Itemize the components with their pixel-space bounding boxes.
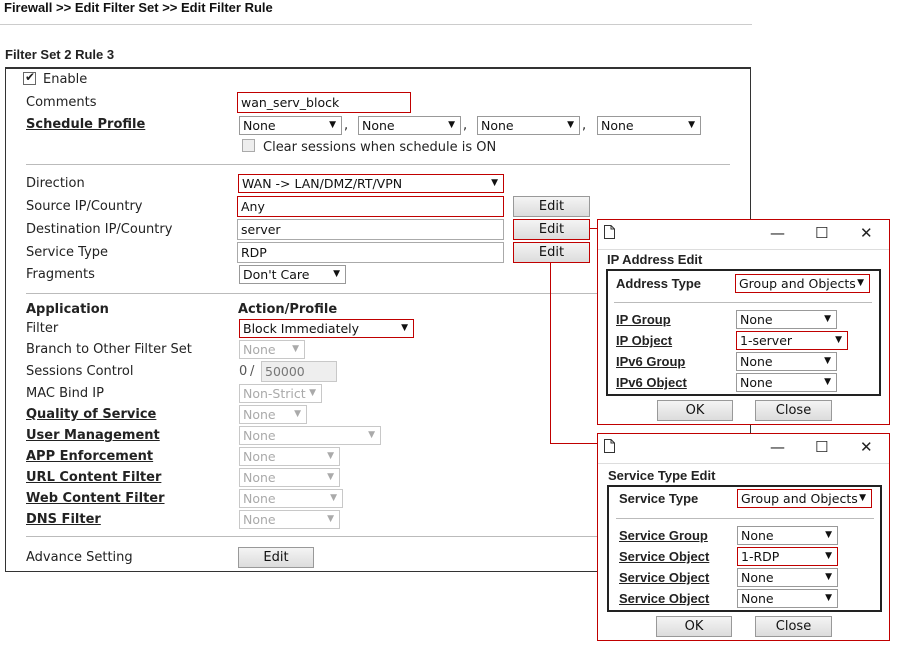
- ip-group-select[interactable]: [736, 310, 837, 329]
- app-enforcement-select[interactable]: [239, 447, 340, 466]
- chevron-down-icon: ▼: [824, 377, 831, 387]
- address-type-label: Address Type: [616, 276, 702, 291]
- service-type-popup-select[interactable]: [737, 489, 872, 508]
- address-type-select[interactable]: [735, 274, 870, 293]
- chevron-down-icon: ▼: [333, 269, 340, 279]
- action-profile-header: Action/Profile: [238, 302, 338, 317]
- chevron-down-icon: ▼: [327, 472, 334, 482]
- advance-setting-edit-button[interactable]: Edit: [238, 547, 314, 568]
- enable-label: Enable: [43, 72, 88, 87]
- user-management-link[interactable]: User Management: [26, 428, 160, 443]
- service-edit-button[interactable]: Edit: [513, 242, 590, 263]
- branch-value: None: [243, 342, 276, 357]
- application-header: Application: [26, 302, 109, 317]
- ip-address-edit-window: [597, 219, 890, 425]
- schedule-select-3[interactable]: [477, 116, 580, 135]
- chevron-down-icon: ▼: [857, 278, 864, 288]
- service-type-popup-value: Group and Objects: [741, 491, 858, 506]
- chevron-down-icon: ▼: [825, 530, 832, 540]
- branch-select[interactable]: [239, 340, 305, 359]
- service-type-popup-label: Service Type: [619, 491, 699, 506]
- service-object-value: None: [741, 591, 774, 606]
- app-enforcement-value: None: [243, 449, 276, 464]
- sessions-max-input[interactable]: 50000: [261, 361, 337, 382]
- ip-object-value: 1-server: [740, 333, 793, 348]
- user-management-value: None: [243, 428, 276, 443]
- branch-label: Branch to Other Filter Set: [26, 342, 192, 357]
- section-divider: [616, 518, 874, 519]
- document-icon: [604, 225, 615, 243]
- service-popup-ok-button[interactable]: OK: [656, 616, 732, 637]
- destination-input[interactable]: server: [237, 219, 504, 240]
- source-label: Source IP/Country: [26, 199, 143, 214]
- maximize-icon[interactable]: ☐: [815, 438, 829, 456]
- schedule-comma: ,: [582, 118, 587, 133]
- chevron-down-icon: ▼: [309, 388, 316, 398]
- chevron-down-icon: ▼: [327, 514, 334, 524]
- breadcrumb-divider: [0, 24, 752, 25]
- schedule-select-4-value: None: [601, 118, 634, 133]
- dns-filter-value: None: [243, 512, 276, 527]
- chevron-down-icon: ▼: [401, 323, 408, 333]
- destination-label: Destination IP/Country: [26, 222, 173, 237]
- service-type-edit-window: [597, 433, 890, 641]
- service-object-select[interactable]: [737, 568, 838, 587]
- web-content-filter-select[interactable]: [239, 489, 343, 508]
- mac-bind-value: Non-Strict: [243, 386, 306, 401]
- chevron-down-icon: ▼: [330, 493, 337, 503]
- ipv6-object-value: None: [740, 375, 773, 390]
- filter-set-title: Filter Set 2 Rule 3: [5, 47, 115, 62]
- ip-popup-title: IP Address Edit: [607, 252, 703, 267]
- direction-label: Direction: [26, 176, 85, 191]
- app-enforcement-link[interactable]: APP Enforcement: [26, 449, 154, 464]
- minimize-icon[interactable]: —: [770, 224, 785, 242]
- document-icon: [604, 439, 615, 457]
- sessions-control-label: Sessions Control: [26, 364, 134, 379]
- close-icon[interactable]: ✕: [860, 438, 873, 456]
- service-object-select[interactable]: [737, 547, 838, 566]
- schedule-select-1[interactable]: [239, 116, 342, 135]
- service-group-link[interactable]: Service Group: [619, 528, 708, 543]
- ipv6-group-value: None: [740, 354, 773, 369]
- direction-value: WAN -> LAN/DMZ/RT/VPN: [242, 176, 403, 191]
- clear-sessions-checkbox[interactable]: [242, 139, 255, 152]
- chevron-down-icon: ▼: [294, 409, 301, 419]
- fragments-select[interactable]: [239, 265, 346, 284]
- schedule-select-2[interactable]: [358, 116, 461, 135]
- ip-object-link[interactable]: IP Object: [616, 333, 673, 348]
- service-object-link[interactable]: Service Object: [619, 591, 710, 606]
- comments-label: Comments: [26, 95, 97, 110]
- chevron-down-icon: ▼: [448, 120, 455, 130]
- window-titlebar: [598, 220, 889, 250]
- connector-line: [550, 443, 597, 444]
- service-popup-close-button[interactable]: Close: [755, 616, 832, 637]
- ip-group-link[interactable]: IP Group: [616, 312, 671, 327]
- filter-label: Filter: [26, 321, 59, 336]
- direction-select[interactable]: [238, 174, 504, 193]
- ip-object-select[interactable]: [736, 331, 848, 350]
- service-object-select[interactable]: [737, 589, 838, 608]
- qos-value: None: [243, 407, 276, 422]
- web-content-filter-link[interactable]: Web Content Filter: [26, 491, 165, 506]
- user-management-select[interactable]: [239, 426, 381, 445]
- schedule-select-3-value: None: [481, 118, 514, 133]
- connector-line: [550, 262, 551, 444]
- qos-select[interactable]: [239, 405, 307, 424]
- dns-filter-link[interactable]: DNS Filter: [26, 512, 101, 527]
- schedule-profile-link[interactable]: Schedule Profile: [26, 117, 146, 132]
- url-content-filter-select[interactable]: [239, 468, 340, 487]
- source-edit-button[interactable]: Edit: [513, 196, 590, 217]
- filter-select[interactable]: [239, 319, 414, 338]
- schedule-comma: ,: [344, 118, 349, 133]
- chevron-down-icon: ▼: [368, 430, 375, 440]
- service-popup-title: Service Type Edit: [608, 468, 716, 483]
- url-content-filter-value: None: [243, 470, 276, 485]
- service-type-input[interactable]: RDP: [237, 242, 504, 263]
- section-divider: [614, 302, 872, 303]
- ip-group-value: None: [740, 312, 773, 327]
- schedule-select-4[interactable]: [597, 116, 701, 135]
- service-type-label: Service Type: [26, 245, 109, 260]
- chevron-down-icon: ▼: [835, 335, 842, 345]
- dns-filter-select[interactable]: [239, 510, 340, 529]
- service-object-link[interactable]: Service Object: [619, 549, 710, 564]
- schedule-select-1-value: None: [243, 118, 276, 133]
- mac-bind-select[interactable]: [239, 384, 322, 403]
- chevron-down-icon: ▼: [329, 120, 336, 130]
- schedule-select-2-value: None: [362, 118, 395, 133]
- ipv6-group-link[interactable]: IPv6 Group: [616, 354, 686, 369]
- clear-sessions-label: Clear sessions when schedule is ON: [263, 140, 497, 155]
- fragments-label: Fragments: [26, 267, 95, 282]
- destination-edit-button[interactable]: Edit: [513, 219, 590, 240]
- web-content-filter-value: None: [243, 491, 276, 506]
- minimize-icon[interactable]: —: [770, 438, 785, 456]
- ip-popup-close-button[interactable]: Close: [755, 400, 832, 421]
- mac-bind-label: MAC Bind IP: [26, 386, 104, 401]
- source-input[interactable]: Any: [237, 196, 504, 217]
- service-group-select[interactable]: [737, 526, 838, 545]
- close-icon[interactable]: ✕: [860, 224, 873, 242]
- advance-setting-label: Advance Setting: [26, 550, 133, 565]
- fragments-value: Don't Care: [243, 267, 310, 282]
- section-divider: [26, 164, 730, 165]
- chevron-down-icon: ▼: [292, 344, 299, 354]
- ipv6-object-select[interactable]: [736, 373, 837, 392]
- maximize-icon[interactable]: ☐: [815, 224, 829, 242]
- chevron-down-icon: ▼: [327, 451, 334, 461]
- sessions-slash: /: [250, 364, 255, 379]
- chevron-down-icon: ▼: [491, 178, 498, 188]
- chevron-down-icon: ▼: [825, 572, 832, 582]
- qos-link[interactable]: Quality of Service: [26, 407, 157, 422]
- ip-popup-ok-button[interactable]: OK: [657, 400, 733, 421]
- ipv6-group-select[interactable]: [736, 352, 837, 371]
- chevron-down-icon: ▼: [688, 120, 695, 130]
- ipv6-object-link[interactable]: IPv6 Object: [616, 375, 687, 390]
- address-type-value: Group and Objects: [739, 276, 856, 291]
- enable-checkbox[interactable]: [23, 72, 36, 85]
- chevron-down-icon: ▼: [825, 551, 832, 561]
- service-object-value: None: [741, 570, 774, 585]
- comments-input[interactable]: wan_serv_block: [237, 92, 411, 113]
- service-group-value: None: [741, 528, 774, 543]
- chevron-down-icon: ▼: [824, 356, 831, 366]
- service-object-link[interactable]: Service Object: [619, 570, 710, 585]
- breadcrumb: Firewall >> Edit Filter Set >> Edit Filter Rule: [4, 0, 273, 15]
- schedule-comma: ,: [463, 118, 468, 133]
- chevron-down-icon: ▼: [824, 314, 831, 324]
- sessions-current: 0: [239, 364, 248, 379]
- window-titlebar: [598, 434, 889, 464]
- url-content-filter-link[interactable]: URL Content Filter: [26, 470, 162, 485]
- chevron-down-icon: ▼: [825, 593, 832, 603]
- chevron-down-icon: ▼: [567, 120, 574, 130]
- filter-value: Block Immediately: [243, 321, 360, 336]
- service-object-value: 1-RDP: [741, 549, 780, 564]
- chevron-down-icon: ▼: [859, 493, 866, 503]
